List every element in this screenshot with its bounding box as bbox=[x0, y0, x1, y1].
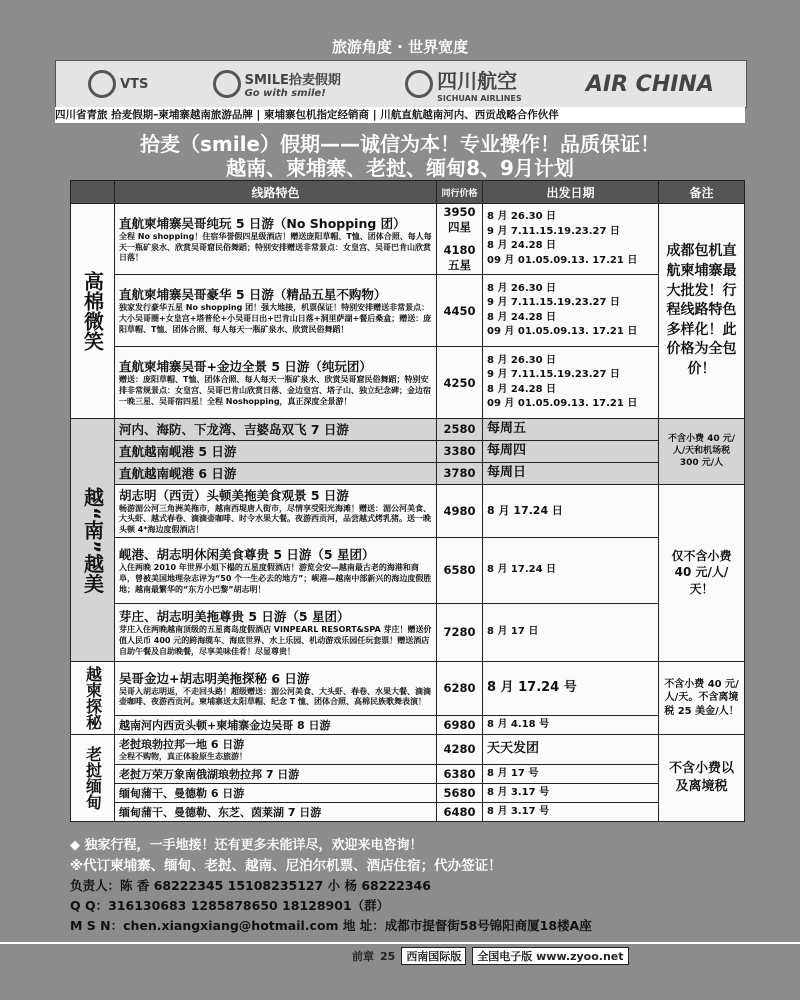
table-row: 岘港、胡志明休闲美食尊贵 5 日游（5 星团） 入住两晚 2010 年世界小姐下榻的五星度假酒店！游览会安—越南最古老的海港和商阜，曾被美国地理杂志评为“50 个一生必去的地方”；岘港—越南中部新兴的海边度假胜地；越南最繁华的“东方小巴黎”胡志明！ 6580 8 月 17.24 日 bbox=[71, 537, 745, 603]
bird-icon bbox=[405, 70, 433, 98]
partners-bar: 四川省青旅 拾麦假期–柬埔寨越南旅游品牌 | 柬埔寨包机指定经销商 | 川航直航越南河内、西贡战略合作伙伴 bbox=[55, 107, 745, 123]
footer-line-2: ※代订柬埔寨、缅甸、老挝、越南、尼泊尔机票、酒店住宿；代办签证！ bbox=[70, 858, 502, 874]
table-row: 直航柬埔寨吴哥+金边全景 5 日游（纯玩团） 赠送：庞阳草帽、T恤、团体合照、每人每天一瓶矿泉水、欣赏吴哥窟民俗舞蹈；特别安排非常规景点：女皇宫、吴哥巴肯山欣赏日落、金边皇宫、塔子山、独立纪念碑；金边宿一晚三星、吴哥宿四星！全程 Noshopping，真正深度全景游！ 4250 8 月 26.30 日 9 月 7.11.15.19.23.27 日 8 月 24.28 日 09 月 01.05.09.13. 17.21 日 bbox=[71, 347, 745, 419]
note-cambodia: 成都包机直航柬埔寨最大批发！行程线路特色多样化！此价格为全包价！ bbox=[659, 204, 745, 419]
site-label: 全国电子版 www.zyoo.net bbox=[472, 947, 628, 965]
table-row: 芽庄、胡志明美拖尊贵 5 日游（5 星团） 芽庄入住两晚越南顶级的五星离岛度假酒店 VINPEARL RESORT&SPA 芽庄！赠送价值人民币 400 元的跨海缆车、海底世界、水上乐园、机动游戏乐园任玩套票！赠送酒店自助午餐及自助晚餐，尽享美味佳肴！尽显尊贵！ 7280 8 月 17 日 bbox=[71, 603, 745, 661]
page-label: 前章 bbox=[352, 950, 374, 963]
smile-logo: SMILE拾麦假期 Go with smile! bbox=[213, 69, 341, 99]
table-row: 直航越南岘港 5 日游 3380 每周四 bbox=[71, 440, 745, 462]
note-vietnam-2: 仅不含小费 40 元/人/天！ bbox=[659, 484, 745, 661]
col-header-note: 备注 bbox=[659, 181, 745, 204]
air-china-logo: AIR CHINA bbox=[585, 71, 714, 97]
table-row: 老挝万荣万象南俄湖琅勃拉邦 7 日游 6380 8 月 17 号 bbox=[71, 764, 745, 783]
note-vietnam-1: 不含小费 40 元/人/天和机场税 300 元/人 bbox=[659, 419, 745, 485]
footer bbox=[70, 836, 750, 936]
contact-qq: Q Q：316130683 1285878650 18128901（群） bbox=[70, 898, 390, 913]
table-row: 缅甸蒲干、曼德勒、东芝、茵莱湖 7 日游 6480 8 月 3.17 号 bbox=[71, 802, 745, 821]
page-header-title: 旅游角度 · 世界宽度 bbox=[331, 38, 469, 56]
table-row: 越柬探秘 吴哥金边+胡志明美拖探秘 6 日游 吴哥入胡志明返，不走回头路！超级赠送：湄公河美食、大头虾、春卷、水果大餐、滴滴壶咖啡、夜游西贡河。柬埔寨送太阳草帽、纪念 T 恤、团体合照、高棉民族歌舞表演！ 6280 8 月 17.24 号 不含小费 40 元/人/天。不含离境税 25 美金/人！ bbox=[71, 661, 745, 715]
col-header-price: 同行价格 bbox=[437, 181, 483, 204]
note-vietnam-cambodia: 不含小费 40 元/人/天。不含离境税 25 美金/人！ bbox=[659, 661, 745, 734]
note-laos-myanmar: 不含小费以及离境税 bbox=[659, 734, 745, 821]
publication-label: 西南国际版 bbox=[401, 947, 466, 965]
contact-manager: 负责人：陈 香 68222345 15108235127 小 杨 68222346 bbox=[70, 878, 431, 893]
table-row: 高棉微笑 直航柬埔寨吴哥纯玩 5 日游（No Shopping 团） 全程 No shopping！住宿华誉假四星级酒店！赠送庞阳草帽、T恤、团体合照、每人每天一瓶矿泉水、欣赏吴哥窟民俗舞蹈；特别安排赠送非常景点：女皇宫、吴哥巴肯山欣赏日落！ 3950 四星 4180 五星 8 月 26.30 日 9 月 7.11.15.19.23.27 日 8 月 24.28 日 09 月 01.05.09.13. 17.21 日 成都包机直航柬埔寨最大批发！行程线路特色多样化！此价格为全包价！ bbox=[71, 204, 745, 275]
table-row: 胡志明（西贡）头顿美拖美食观景 5 日游 畅游湄公河三角洲美拖市，越南西堤唐人街市，尽情享受阳光海滩！赠送：湄公河美食、大头虾、越式春卷、滴滴壶咖啡、时令水果大餐。夜游西贡河，品尝越式烤乳猪。送一晚头顿 4*海边度假酒店！ 4980 8 月 17.24 日 仅不含小费 40 元/人/天！ bbox=[71, 484, 745, 537]
table-row: 越“南”越美 河内、海防、下龙湾、吉婆岛双飞 7 日游 2580 每周五 不含小费 40 元/人/天和机场税 300 元/人 bbox=[71, 419, 745, 441]
table-row: 越南河内西贡头顿+柬埔寨金边吴哥 8 日游 6980 8 月 4.18 号 bbox=[71, 715, 745, 734]
region-cambodia: 高棉微笑 bbox=[71, 204, 115, 419]
vts-logo: VTS bbox=[88, 70, 148, 98]
table-row: 直航柬埔寨吴哥豪华 5 日游（精品五星不购物） 独家发行豪华五星 No shopping 团！强大地接，机票保证！特别安排赠送非常景点：大小吴哥圈+女皇宫+塔普伦+小吴哥日出+巴肯山日落+洞里萨湖+餐后桑盒；赠送：庞阳草帽、T恤、团体合照、每人每天一瓶矿泉水、欣赏民俗舞蹈！ 4450 8 月 26.30 日 9 月 7.11.15.19.23.27 日 8 月 24.28 日 09 月 01.05.09.13. 17.21 日 bbox=[71, 275, 745, 347]
table-row: 缅甸蒲干、曼德勒 6 日游 5680 8 月 3.17 号 bbox=[71, 783, 745, 802]
region-vietnam: 越“南”越美 bbox=[71, 419, 115, 662]
region-vietnam-cambodia: 越柬探秘 bbox=[71, 661, 115, 734]
table-row: 老挝缅甸 老挝琅勃拉邦一地 6 日游 全程不购物，真正体验原生态旅游！ 4280 天天发团 不含小费以及离境税 bbox=[71, 734, 745, 764]
table-header-row bbox=[71, 181, 745, 204]
page-number: 25 bbox=[380, 949, 396, 963]
region-laos-myanmar: 老挝缅甸 bbox=[71, 734, 115, 821]
table-row: 直航越南岘港 6 日游 3780 每周日 bbox=[71, 462, 745, 484]
logo-bar bbox=[55, 60, 747, 108]
tour-table bbox=[70, 180, 745, 822]
page-info bbox=[352, 947, 629, 965]
col-header-dates: 出发日期 bbox=[483, 181, 659, 204]
footer-line-1: ◆ 独家行程，一手地接！还有更多未能详尽，欢迎来电咨询！ bbox=[70, 838, 423, 853]
col-header-route: 线路特色 bbox=[115, 181, 437, 204]
vts-icon bbox=[88, 70, 116, 98]
smile-icon bbox=[213, 70, 241, 98]
plan-title: 越南、柬埔寨、老挝、缅甸8、9月计划 bbox=[226, 156, 574, 180]
slogan: 拾麦（smile）假期——诚信为本！专业操作！品质保证！ bbox=[139, 132, 661, 156]
sichuan-airlines-logo: 四川航空 SICHUAN AIRLINES bbox=[405, 65, 522, 103]
contact-msn: M S N：chen.xiangxiang@hotmail.com 地 址：成都市提督街58号锦阳商厦18楼A座 bbox=[70, 918, 592, 933]
